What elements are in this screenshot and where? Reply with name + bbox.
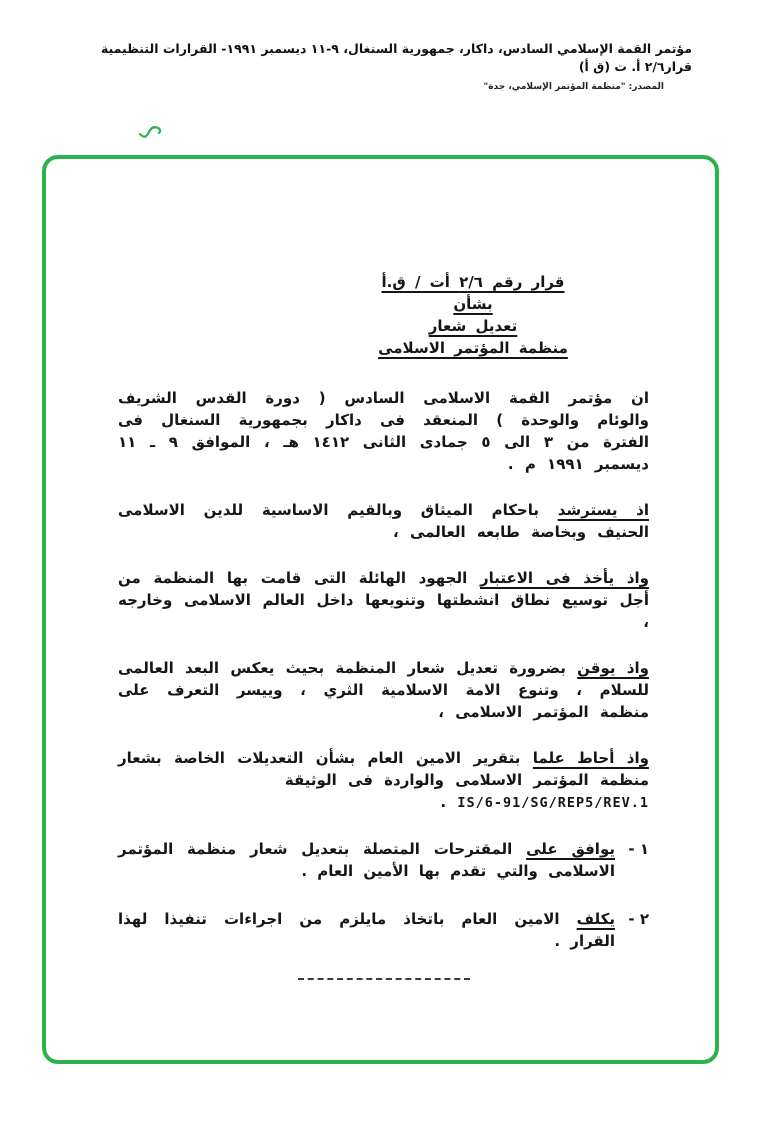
paragraph-lead: واذ أحاط علما [532,749,649,767]
paragraph-considering [118,567,649,633]
paragraph-lead: واذ يأخذ فى الاعتبار [479,569,649,587]
page-header: مؤتمر القمة الإسلامي السادس، داكار، جمهورية السنغال، ٩-١١ ديسمبر ١٩٩١- القرارات التنظيمية قرار٢/٦ أ. ت (ق أ) [100,41,692,74]
document-reference-code: IS/6-91/SG/REP5/REV.1 [457,795,649,811]
item-number: ٢ - [628,910,649,928]
operative-item-2 [118,908,649,952]
item-lead: يكلف [576,910,615,928]
item-rest: المقترحات المتصلة بتعديل شعار منظمة المؤتمر الاسلامى والتي تقدم بها الأمين العام . [118,840,615,880]
green-check-mark-icon [138,122,164,142]
title-line-subject: تعديل شعار [428,317,518,335]
title-line-number: قرار رقم ٢/٦ أت / ق.أ [381,273,565,291]
paragraph-text: الجهود الهائلة التى قامت بها المنظمة من أجل توسيع نطاق انشطتها وتنويعها داخل العالم الاسلامى وخارجه ، [118,569,649,631]
document-frame [42,155,719,1064]
item-lead: يوافق على [526,840,615,858]
paragraph-text: ان مؤتمر القمة الاسلامى السادس ( دورة القدس الشريف والوئام والوحدة ) المنعقد فى داكار بجمهورية السنغال فى الفترة من ٣ الى ٥ جمادى الثانى ١٤١٢ هـ ، الموافق ٩ ـ ١١ ديسمبر ١٩٩١ م . [118,389,649,473]
item-number: ١ - [628,840,649,858]
source-line: المصدر: "منظمة المؤتمر الإسلامي، جدة" [483,82,664,92]
paragraph-text: بضرورة تعديل شعار المنظمة بحيث يعكس البعد العالمى للسلام ، وتنوع الامة الاسلامية الثري ، وييسر التعرف على منظمة المؤتمر الاسلامى ، [118,659,649,721]
item-text [118,838,615,882]
resolution-title [333,271,613,359]
paragraph-lead: واذ يوقن [577,659,649,677]
item-rest: الامين العام باتخاذ مايلزم من اجراءات تنفيذا لهذا القرار . [118,910,615,950]
title-line-concerning: بشأن [453,295,493,313]
paragraph-guided [118,499,649,543]
paragraph-text: بتقرير الامين العام بشأن التعديلات الخاصة بشعار منظمة المؤتمر الاسلامى والواردة فى الوثيقة [118,749,649,789]
title-line-org: منظمة المؤتمر الاسلامى [378,339,568,357]
item-text [118,908,615,952]
paragraph-noted [118,747,649,814]
paragraph-convinced [118,657,649,723]
paragraph-text: باحكام الميثاق وبالقيم الاساسية للدين الاسلامى الحنيف وبخاصة طابعه العالمى ، [118,501,649,541]
paragraph-text: . [440,793,447,811]
end-of-document-divider [298,978,470,980]
paragraph-preamble [118,387,649,475]
operative-item-1 [118,838,649,882]
paragraph-lead: اذ يسترشد [557,501,649,519]
document-body [46,159,715,980]
